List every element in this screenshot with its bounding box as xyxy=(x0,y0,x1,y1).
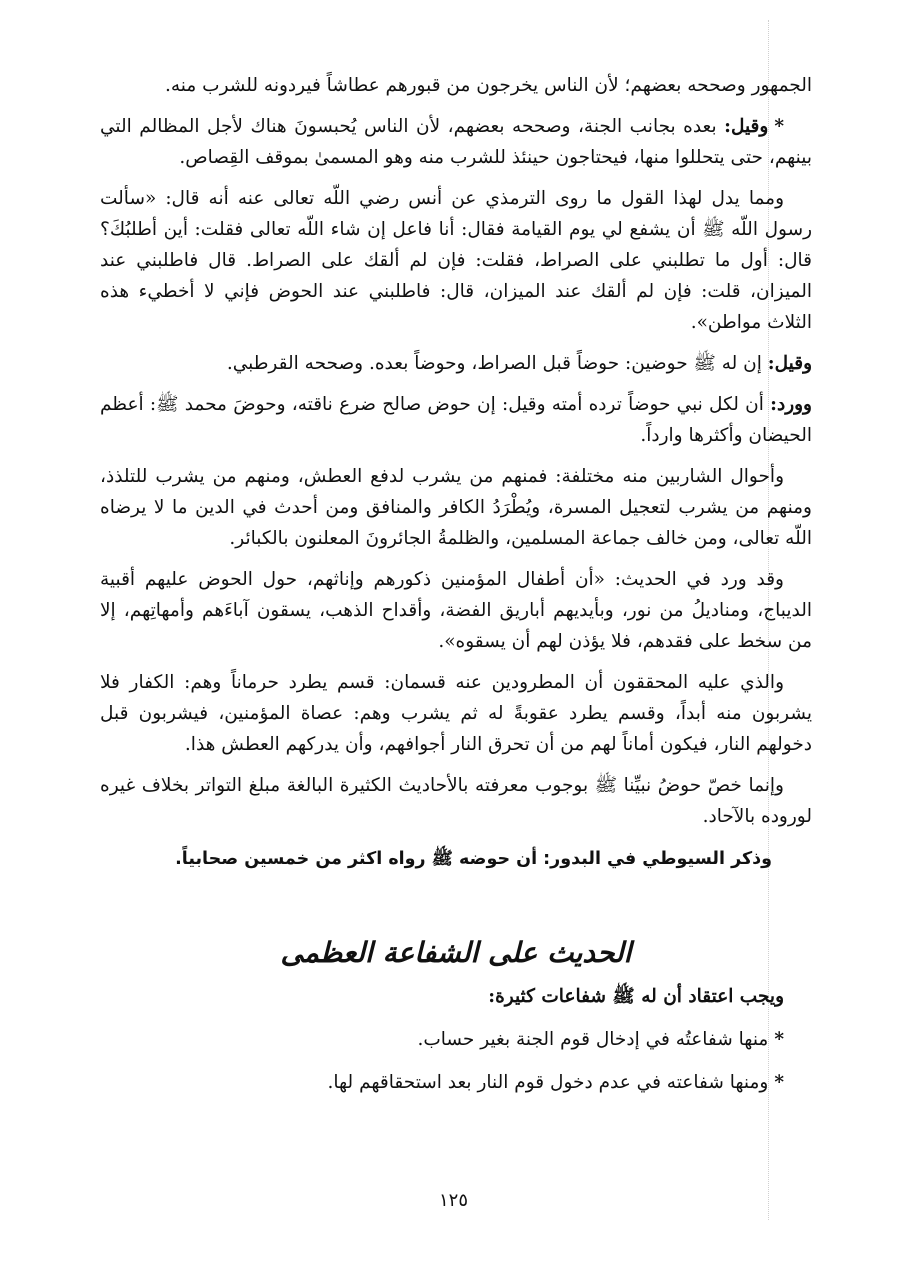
list-item-text: ومنها شفاعته في عدم دخول قوم النار بعد استحقاقهم لها. xyxy=(327,1072,769,1093)
bullet-star: * xyxy=(774,116,784,137)
paragraph-lead: وقيل: xyxy=(724,116,769,137)
section-heading: الحديث على الشفاعة العظمى xyxy=(280,936,632,969)
page-number: ١٢٥ xyxy=(438,1190,468,1211)
footnote-suyuti: وذكر السيوطي في البدور: أن حوضه ﷺ رواه اكثر من خمسين صحابياً. xyxy=(175,849,772,869)
paragraph-text: وأحوال الشاربين منه مختلفة: فمنهم من يشرب لدفع العطش، ومنهم من يشرب للتلذذ، ومنهم من يشرب لتعجيل المسرة، ويُطْرَدُ الكافر والمنافق ومن أحدث في الدين ما لا يرضاه اللّه تعالى، ومن خالف جماعة المسلمين، والظلمةُ الجائرونَ المعلنون بالكبائر. xyxy=(100,466,812,549)
paragraph-text: ومما يدل لهذا القول ما روى الترمذي عن أنس رضي اللّه تعالى عنه أنه قال: «سألت رسول اللّه ﷺ أن يشفع لي يوم القيامة فقال: أنا فاعل إن شاء اللّه تعالى فقلت: أين أطلبُكَ؟ قال: أول ما تطلبني على الصراط، فقلت: فإن لم ألقك على الصراط. قال فاطلبني عند الميزان، قلت: فإن لم ألقك عند الميزان، قال: فاطلبني عند الحوض فإني لا أخطيء هذه الثلاث مواطن». xyxy=(100,188,812,333)
paragraph-text: أن لكل نبي حوضاً ترده أمته وقيل: إن حوض صالح ضرع ناقته، وحوضَ محمد ﷺ: أعظم الحيضان وأكثرها وارداً. xyxy=(100,394,812,446)
section-intro: ويجب اعتقاد أن له ﷺ شفاعات كثيرة: xyxy=(488,986,784,1007)
page-body xyxy=(100,70,812,1110)
paragraph-text: بعده بجانب الجنة، وصححه بعضهم، لأن الناس يُحبسونَ هناك لأجل المظالم التي بينهم، حتى يتحللوا منها، فيحتاجون حينئذ للشرب منه وهو المسمىٰ بموقف القِصاص. xyxy=(100,116,812,168)
paragraph-text: وقد ورد في الحديث: «أن أطفال المؤمنين ذكورهم وإناثهم، حول الحوض عليهم أقبية الديباج، ومناديلُ من نور، وبأيديهم أباريق الفضة، وأقداح الذهب، يسقون آباءَهم وأمهاتِهم، إلا من سخط على فقدهم، فلا يؤذن لهم أن يسقوه». xyxy=(100,569,812,652)
paragraph-1 xyxy=(100,70,812,101)
paragraph-lead: وورد: xyxy=(770,394,812,415)
list-item-text: منها شفاعتُه في إدخال قوم الجنة بغير حساب. xyxy=(417,1029,769,1050)
paragraph-9 xyxy=(100,770,812,832)
paragraph-7 xyxy=(100,564,812,657)
paragraph-2 xyxy=(100,111,812,173)
paragraph-8 xyxy=(100,667,812,760)
paragraph-text: إن له ﷺ حوضين: حوضاً قبل الصراط، وحوضاً بعده. وصححه القرطبي. xyxy=(226,353,768,374)
list-item xyxy=(100,1067,784,1098)
paragraph-3 xyxy=(100,183,812,338)
paragraph-text: والذي عليه المحققون أن المطرودين عنه قسمان: قسم يطرد حرماناً وهم: الكفار فلا يشربون منه أبداً، وقسم يطرد عقوبةً له ثم يشرب وهم: عصاة المؤمنين، فيشربون قبل دخولهم النار، فيكون أماناً لهم من أن تحرق النار أجوافهم، وأن يدركهم العطش هذا. xyxy=(100,672,812,755)
paragraph-text: وإنما خصّ حوضُ نبيِّنا ﷺ بوجوب معرفته بالأحاديث الكثيرة البالغة مبلغ التواتر بخلاف غيره لوروده بالآحاد. xyxy=(100,775,812,827)
bullet-star: * xyxy=(774,1029,784,1050)
bullet-star: * xyxy=(774,1072,784,1093)
paragraph-text: الجمهور وصححه بعضهم؛ لأن الناس يخرجون من قبورهم عطاشاً فيردونه للشرب منه. xyxy=(164,75,812,96)
paragraph-4 xyxy=(100,348,812,379)
paragraph-6 xyxy=(100,461,812,554)
list-item xyxy=(100,1024,784,1055)
paragraph-5 xyxy=(100,389,812,451)
paragraph-lead: وقيل: xyxy=(767,353,812,374)
